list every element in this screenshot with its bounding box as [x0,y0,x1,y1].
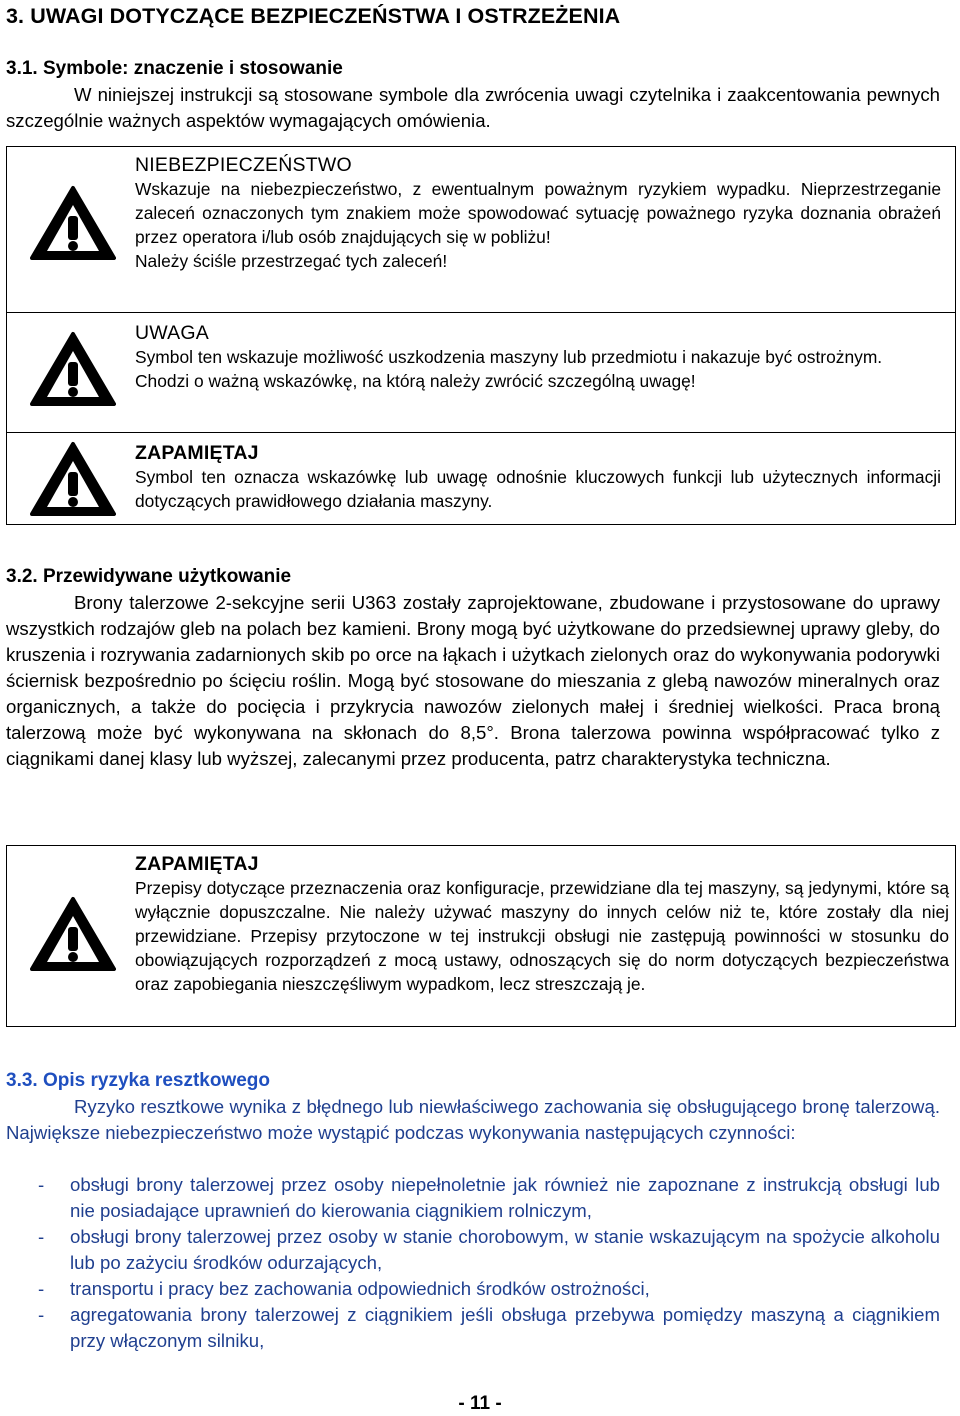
symbol-heading: UWAGA [135,322,209,344]
list-item-text: obsługi brony talerzowej przez osoby niepełnoletnie jak również nie zapoznane z instrukcją obsługi lub nie posiadające uprawnień do kierowania ciągnikiem rolniczym, [70,1174,940,1221]
list-item [6,1302,940,1354]
bullet-marker: - [38,1304,45,1325]
residual-risk-list [6,1172,940,1354]
symbol-text-danger [135,153,941,273]
section-3-2-heading [6,566,291,588]
note-heading: ZAPAMIĘTAJ [135,853,259,875]
section-title: Symbole: znaczenie i stosowanie [42,58,343,79]
section-title: Opis ryzyka resztkowego [42,1070,271,1091]
symbol-row-caution [7,312,955,433]
symbol-row-danger [7,147,955,312]
section-number: 3.3. [6,1070,38,1091]
note-box [6,845,956,1027]
note-paragraph: Przepisy dotyczące przeznaczenia oraz konfiguracje, przewidziane dla tej maszyny, są jedynymi, które są wyłącznie dopuszczalne. Nie należy używać maszyny do innych celów niż te, które zostały dla niej przewidziane. Przepisy przytoczone w tej instrukcji obsługi nie zastępują powinności w stosunku do obowiązujących rozporządzeń z mocą ustawy, odnoszących się do norm dotyczących bezpieczeństwa oraz zapobiegania nieszczęśliwym wypadkom, lecz streszczają je. [135,878,949,994]
bullet-marker: - [38,1174,45,1195]
warning-triangle-icon [30,441,116,517]
symbol-heading: NIEBEZPIECZEŃSTWO [135,154,352,176]
bullet-marker: - [38,1278,45,1299]
section-3-1-intro: W niniejszej instrukcji są stosowane symbole dla zwrócenia uwagi czytelnika i zaakcentowania pewnych szczególnie ważnych aspektów wymagających omówienia. [6,84,940,131]
page-number: - 11 - [458,1393,502,1414]
chapter-title: 3. UWAGI DOTYCZĄCE BEZPIECZEŃSTWA I OSTRZEŻENIA [6,4,621,28]
symbol-paragraph: Symbol ten wskazuje możliwość uszkodzenia maszyny lub przedmiotu i nakazuje być ostrożnym. [135,347,883,367]
symbol-paragraph: Chodzi o ważną wskazówkę, na którą należy zwrócić szczególną uwagę! [135,371,696,391]
note-text [135,852,949,996]
warning-triangle-icon [30,331,116,407]
symbol-text-caution [135,321,941,393]
list-item-text: transportu i pracy bez zachowania odpowiednich środków ostrożności, [70,1278,650,1299]
list-item [6,1276,940,1302]
warning-triangle-icon [30,185,116,261]
section-number: 3.2. [6,566,38,587]
warning-triangle-icon [30,896,116,972]
symbol-text-remember [135,441,941,513]
symbol-paragraph: Wskazuje na niebezpieczeństwo, z ewentualnym poważnym ryzykiem wypadku. Nieprzestrzeganie zaleceń oznaczonych tym znakiem może spowodować sytuację poważnego ryzyka doznania obrażeń przez operatora i/lub osób znajdujących się w pobliżu! [135,179,941,247]
symbol-paragraph: Należy ściśle przestrzegać tych zaleceń! [135,251,448,271]
list-item [6,1172,940,1224]
symbol-paragraph: Symbol ten oznacza wskazówkę lub uwagę odnośnie kluczowych funkcji lub użytecznych informacji dotyczących prawidłowego działania maszyny. [135,467,941,511]
section-title: Przewidywane użytkowanie [42,566,292,587]
list-item [6,1224,940,1276]
section-3-3-intro: Ryzyko resztkowe wynika z błędnego lub niewłaściwego zachowania się obsługującego bronę talerzową. Największe niebezpieczeństwo może wystąpić podczas wykonywania następujących czynności: [6,1096,940,1143]
symbols-box [6,146,956,525]
symbol-row-remember [7,432,955,525]
section-3-3-heading [6,1070,270,1092]
list-item-text: agregatowania brony talerzowej z ciągnikiem jeśli obsługa przebywa pomiędzy maszyną a ciągnikiem przy włączonym silniku, [70,1304,940,1351]
section-3-1-heading [6,58,343,80]
section-3-2-body: Brony talerzowe 2-sekcyjne serii U363 zostały zaprojektowane, zbudowane i przystosowane do uprawy wszystkich rodzajów gleb na polach bez kamieni. Brony mogą być użytkowane do przedsiewnej uprawy gleby, do kruszenia i rozrywania zadarnionych skib po orce na łąkach i użytkach zielonych oraz do wykonywania podorywki ściernisk bezpośrednio po ścięciu roślin. Mogą być stosowane do mieszania z glebą nawozów mineralnych oraz organicznych, a także do pocięcia i przykrycia nawozów zielonych małej i średniej wielkości. Praca broną talerzową może być wykonywana na skłonach do 8,5°. Brona talerzowa powinna współpracować tylko z ciągnikami danej klasy lub wyższej, zalecanymi przez producenta, patrz charakterystyka techniczna. [6,592,940,769]
section-number: 3.1. [6,58,38,79]
list-item-text: obsługi brony talerzowej przez osoby w stanie chorobowym, w stanie wskazującym na spożycie alkoholu lub po zażyciu środków odurzających, [70,1226,940,1273]
symbol-heading: ZAPAMIĘTAJ [135,442,259,464]
bullet-marker: - [38,1226,45,1247]
